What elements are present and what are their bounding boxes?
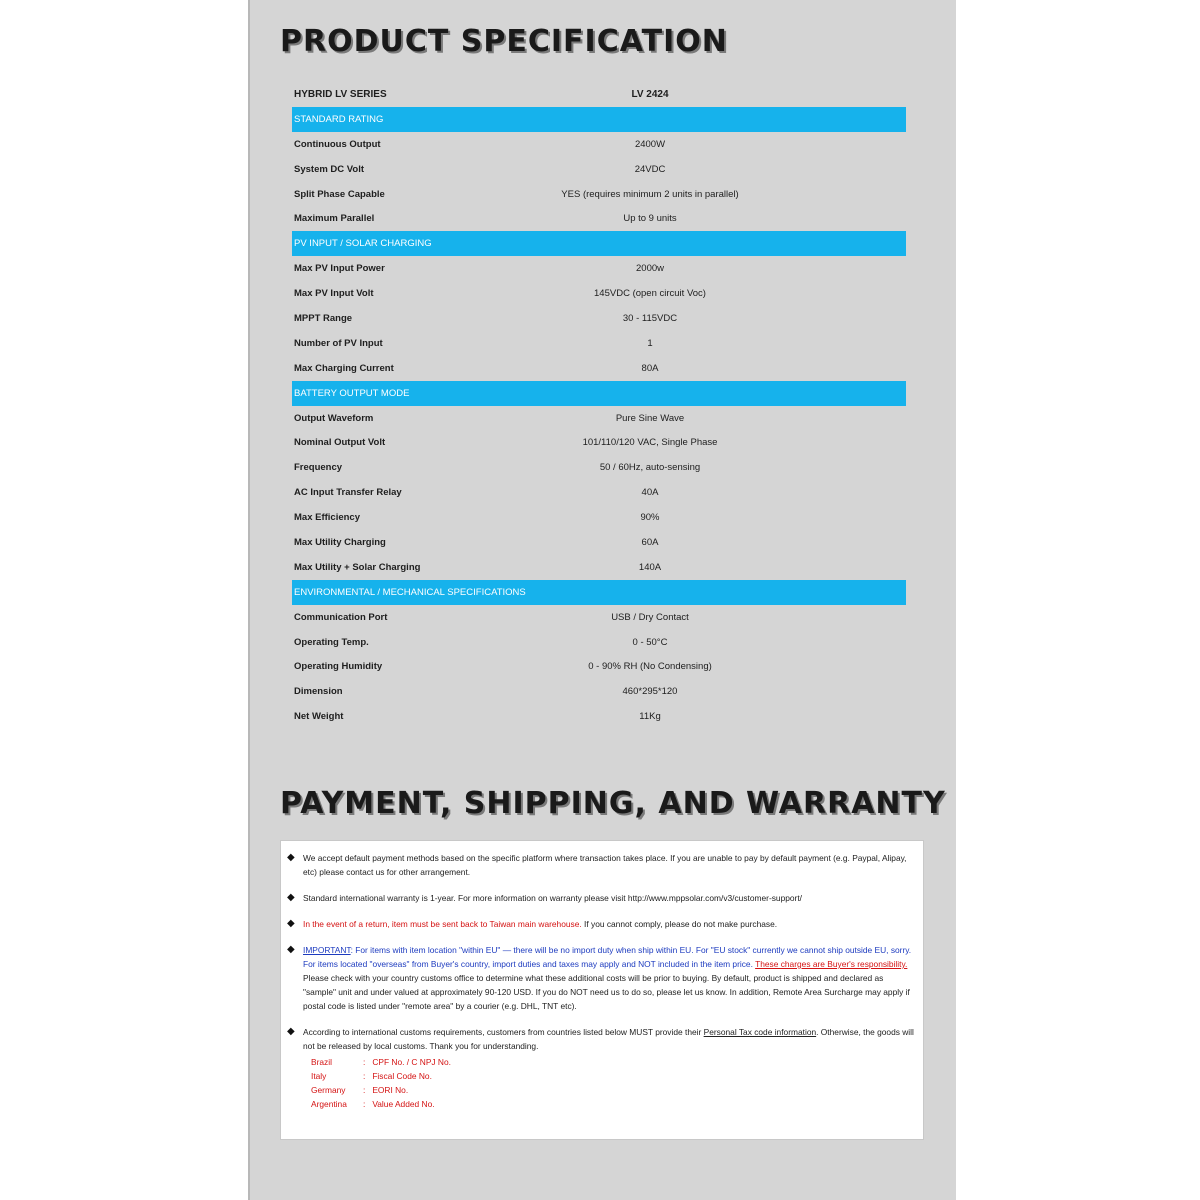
spec-label: Number of PV Input bbox=[294, 337, 383, 349]
spec-row bbox=[292, 530, 906, 555]
bullet-icon: ◆ bbox=[287, 944, 295, 955]
warranty-bullet bbox=[287, 891, 915, 905]
spec-header-row bbox=[292, 82, 906, 107]
tax-code-text bbox=[303, 1025, 915, 1111]
section-header: PV INPUT / SOLAR CHARGING bbox=[292, 231, 906, 256]
spec-value: 40A bbox=[641, 487, 659, 499]
country-separator: : bbox=[363, 1057, 373, 1067]
spec-label: AC Input Transfer Relay bbox=[294, 487, 402, 499]
spec-label: Max PV Input Volt bbox=[294, 288, 374, 300]
spec-value: 50 / 60Hz, auto-sensing bbox=[599, 462, 701, 474]
return-bullet bbox=[287, 917, 915, 931]
section-header: BATTERY OUTPUT MODE bbox=[292, 381, 906, 406]
series-label: HYBRID LV SERIES bbox=[294, 88, 387, 100]
spec-value: 24VDC bbox=[634, 163, 666, 175]
spec-row bbox=[292, 256, 906, 281]
spec-row bbox=[292, 654, 906, 679]
spec-label: MPPT Range bbox=[294, 312, 353, 324]
tax-code-link[interactable]: Personal Tax code information bbox=[703, 1027, 817, 1037]
spec-row bbox=[292, 430, 906, 455]
payment-terms-box bbox=[280, 840, 924, 1140]
spec-label: Split Phase Capable bbox=[294, 188, 385, 200]
country-separator: : bbox=[363, 1071, 373, 1081]
spec-value: 2000w bbox=[636, 263, 664, 275]
bullet-icon: ◆ bbox=[287, 892, 295, 903]
payment-shipping-warranty-heading: PAYMENT, SHIPPING, AND WARRANTY bbox=[280, 786, 946, 821]
country-name: Argentina bbox=[311, 1099, 347, 1109]
spec-label: Max PV Input Power bbox=[294, 263, 385, 275]
spec-value: 11Kg bbox=[639, 711, 661, 723]
tax-id-type: Fiscal Code No. bbox=[372, 1071, 432, 1081]
section-header: ENVIRONMENTAL / MECHANICAL SPECIFICATIONS bbox=[292, 580, 906, 605]
product-specification-heading: PRODUCT SPECIFICATION bbox=[280, 24, 728, 59]
spec-value: 80A bbox=[641, 362, 659, 374]
eu-shipping-text: : For items with item location "within EU" — there will be no import duty when ship within EU. For "EU stock" currently we cannot ship outside EU, sorry. For items located "overseas" from Buyer's country, import duties and taxes may apply and NOT included in the item price. bbox=[303, 945, 912, 969]
spec-row bbox=[292, 630, 906, 655]
country-name: Germany bbox=[311, 1085, 346, 1095]
spec-label: Nominal Output Volt bbox=[294, 437, 386, 449]
tax-id-type: CPF No. / C NPJ No. bbox=[372, 1057, 451, 1067]
payment-bullet bbox=[287, 851, 915, 879]
spec-row bbox=[292, 331, 906, 356]
spec-row bbox=[292, 555, 906, 580]
spec-row bbox=[292, 505, 906, 530]
country-item bbox=[311, 1069, 915, 1083]
return-rest-text: If you cannot comply, please do not make purchase. bbox=[581, 919, 778, 929]
country-name: Italy bbox=[311, 1071, 327, 1081]
spec-value: 2400W bbox=[634, 138, 666, 150]
country-name: Brazil bbox=[311, 1057, 332, 1067]
spec-label: Operating Humidity bbox=[294, 661, 383, 673]
import-duty-bullet bbox=[287, 943, 915, 1013]
spec-row bbox=[292, 356, 906, 381]
spec-value: YES (requires minimum 2 units in parallel) bbox=[561, 188, 739, 200]
spec-label: Maximum Parallel bbox=[294, 213, 375, 225]
tax-code-bullet bbox=[287, 1025, 915, 1111]
spec-value: 140A bbox=[638, 561, 662, 573]
spec-value: 460*295*120 bbox=[622, 686, 678, 698]
payment-methods-text: We accept default payment methods based on the specific platform where transaction takes place. If you are unable to pay by default payment (e.g. Paypal, Alipay, etc) please contact us for other arrangement. bbox=[303, 853, 907, 877]
spec-label: Frequency bbox=[294, 462, 343, 474]
spec-value: 1 bbox=[647, 337, 653, 349]
spec-label: Max Utility + Solar Charging bbox=[294, 561, 421, 573]
spec-value: Pure Sine Wave bbox=[615, 412, 685, 424]
spec-label: Operating Temp. bbox=[294, 636, 369, 648]
spec-label: Dimension bbox=[294, 686, 343, 698]
spec-value: Up to 9 units bbox=[623, 213, 677, 225]
spec-label: Continuous Output bbox=[294, 138, 381, 150]
spec-value: USB / Dry Contact bbox=[611, 611, 689, 623]
bullet-icon: ◆ bbox=[287, 918, 295, 929]
spec-label: Max Utility Charging bbox=[294, 536, 386, 548]
bullet-icon: ◆ bbox=[287, 1026, 295, 1037]
spec-row bbox=[292, 455, 906, 480]
spec-label: Max Charging Current bbox=[294, 362, 394, 374]
spec-row bbox=[292, 281, 906, 306]
spec-value: 30 - 115VDC bbox=[622, 312, 678, 324]
spec-row bbox=[292, 206, 906, 231]
spec-value: 0 - 90% RH (No Condensing) bbox=[588, 661, 712, 673]
country-list bbox=[303, 1055, 915, 1111]
spec-row bbox=[292, 406, 906, 431]
tax-id-type: EORI No. bbox=[372, 1085, 409, 1095]
country-item bbox=[311, 1097, 915, 1111]
spec-row bbox=[292, 132, 906, 157]
important-label: IMPORTANT bbox=[303, 945, 351, 955]
country-separator: : bbox=[363, 1099, 373, 1109]
tax-code-outro: . Otherwise, the goods will not be released by local customs. Thank you for understanding. bbox=[303, 1027, 914, 1051]
spec-row bbox=[292, 182, 906, 207]
spec-row bbox=[292, 605, 906, 630]
spec-row bbox=[292, 679, 906, 704]
customs-rest-text: Please check with your country customs office to determine what these additional costs will be prior to buying. By default, product is shipped and declared as "sample" unit and under valued at approximately 90-120 USD. If you do NOT need us to do so, please let us know. In addition, Remote Area Surcharge may apply if postal code is listed under "remote area" by a courier (e.g. DHL, TNT etc). bbox=[303, 973, 910, 1011]
spec-value: 90% bbox=[640, 512, 660, 524]
return-text bbox=[303, 917, 915, 931]
spec-row bbox=[292, 480, 906, 505]
country-separator: : bbox=[363, 1085, 373, 1095]
tax-id-type: Value Added No. bbox=[372, 1099, 435, 1109]
country-item bbox=[311, 1055, 915, 1069]
spec-value: 101/110/120 VAC, Single Phase bbox=[582, 437, 718, 449]
spec-table bbox=[292, 82, 906, 729]
content-panel bbox=[248, 0, 956, 1200]
warranty-text: Standard international warranty is 1-year. For more information on warranty please visit http://www.mppsolar.com/v3/customer-support/ bbox=[303, 893, 802, 903]
spec-value: 60A bbox=[641, 536, 659, 548]
country-item bbox=[311, 1083, 915, 1097]
import-duty-text bbox=[303, 943, 915, 1013]
spec-label: Max Efficiency bbox=[294, 512, 360, 524]
spec-value: 0 - 50°C bbox=[632, 636, 668, 648]
spec-label: Communication Port bbox=[294, 611, 388, 623]
spec-label: Output Waveform bbox=[294, 412, 374, 424]
spec-sections bbox=[292, 107, 906, 729]
buyer-responsibility-text: These charges are Buyer's responsibility. bbox=[755, 959, 908, 969]
spec-value: 145VDC (open circuit Voc) bbox=[594, 288, 706, 300]
spec-label: System DC Volt bbox=[294, 163, 365, 175]
spec-label: Net Weight bbox=[294, 711, 344, 723]
section-header: STANDARD RATING bbox=[292, 107, 906, 132]
return-warning-text: In the event of a return, item must be sent back to Taiwan main warehouse. bbox=[303, 919, 582, 929]
model-label: LV 2424 bbox=[631, 88, 669, 100]
bullet-icon: ◆ bbox=[287, 852, 295, 863]
tax-code-intro: According to international customs requirements, customers from countries listed below MUST provide their bbox=[303, 1027, 704, 1037]
spec-row bbox=[292, 704, 906, 729]
spec-row bbox=[292, 306, 906, 331]
spec-row bbox=[292, 157, 906, 182]
